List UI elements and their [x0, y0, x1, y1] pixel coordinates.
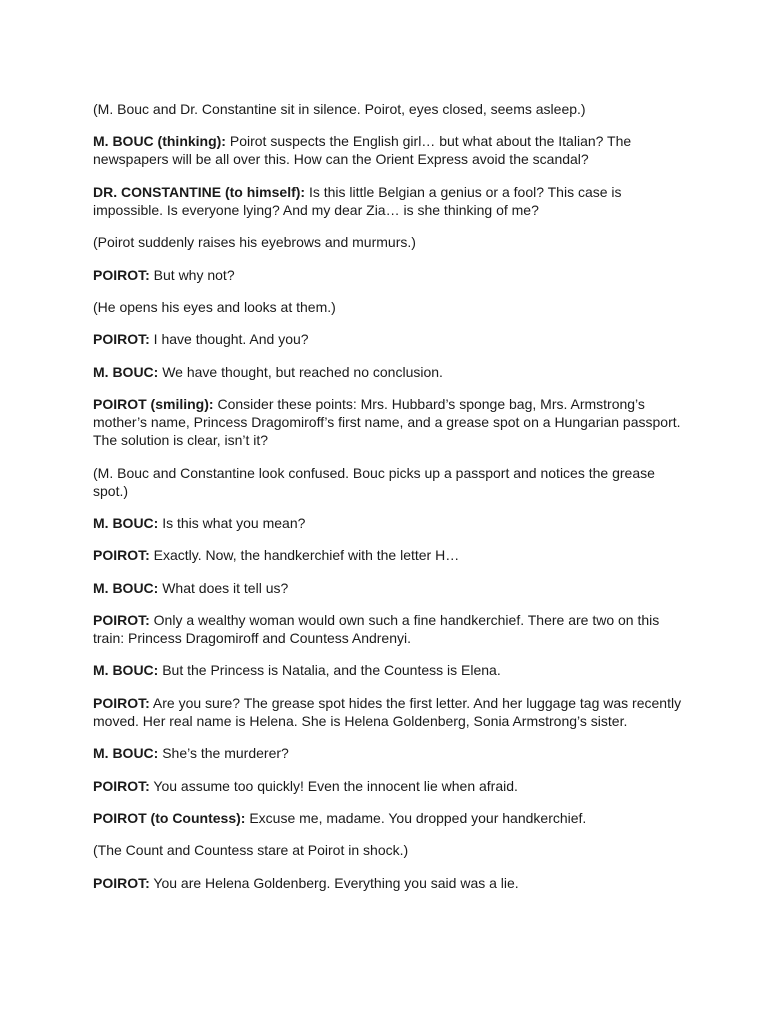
dialogue-text: I have thought. And you? [153, 331, 309, 348]
dialogue-line [93, 183, 683, 219]
dialogue-text: But why not? [153, 266, 235, 283]
dialogue-text: Only a wealthy woman would own such a fine handkerchief. There are two on this train: Princess Dragomiroff and Countess Andrenyi. [93, 612, 660, 647]
speaker-name: M. BOUC: [93, 662, 159, 679]
document-page [93, 100, 683, 906]
speaker-name: DR. CONSTANTINE (to himself): [93, 183, 306, 200]
speaker-name: POIROT: [93, 777, 150, 794]
dialogue-text: Exactly. Now, the handkerchief with the letter H… [153, 547, 460, 564]
dialogue-text: She’s the murderer? [162, 745, 289, 762]
speaker-name: M. BOUC: [93, 745, 159, 762]
dialogue-line [93, 874, 683, 892]
dialogue-text: What does it tell us? [162, 579, 289, 596]
speaker-name: POIROT: [93, 266, 150, 283]
dialogue-line [93, 395, 683, 449]
speaker-name: POIROT (smiling): [93, 396, 214, 413]
stage-direction [93, 841, 683, 859]
speaker-name: M. BOUC: [93, 579, 159, 596]
direction-text: (He opens his eyes and looks at them.) [93, 298, 336, 315]
direction-text: (M. Bouc and Dr. Constantine sit in silence. Poirot, eyes closed, seems asleep.) [93, 101, 586, 117]
speaker-name: POIROT: [93, 694, 150, 711]
direction-text: (M. Bouc and Constantine look confused. Bouc picks up a passport and notices the grease spot.) [93, 464, 655, 499]
dialogue-text: But the Princess is Natalia, and the Countess is Elena. [162, 662, 501, 679]
dialogue-text: Is this little Belgian a genius or a fool? This case is impossible. Is everyone lying? And my dear Zia… is she thinking of me? [93, 183, 622, 218]
speaker-name: POIROT: [93, 331, 150, 348]
dialogue-line [93, 330, 683, 348]
dialogue-line [93, 611, 683, 647]
dialogue-line [93, 546, 683, 564]
dialogue-line [93, 777, 683, 795]
speaker-name: M. BOUC: [93, 363, 159, 380]
stage-direction [93, 100, 683, 118]
dialogue-line [93, 579, 683, 597]
speaker-name: POIROT: [93, 547, 150, 564]
stage-direction [93, 464, 683, 500]
direction-text: (Poirot suddenly raises his eyebrows and murmurs.) [93, 234, 416, 251]
speaker-name: M. BOUC (thinking): [93, 133, 226, 150]
speaker-name: POIROT: [93, 612, 150, 629]
dialogue-line [93, 132, 683, 168]
dialogue-line [93, 514, 683, 532]
speaker-name: POIROT: [93, 874, 150, 891]
dialogue-line [93, 363, 683, 381]
dialogue-text: Poirot suspects the English girl… but what about the Italian? The newspapers will be all over this. How can the Orient Express avoid the scandal? [93, 133, 632, 168]
dialogue-line [93, 809, 683, 827]
dialogue-line [93, 661, 683, 679]
dialogue-line [93, 694, 683, 730]
dialogue-text: Consider these points: Mrs. Hubbard’s sponge bag, Mrs. Armstrong’s mother’s name, Princess Dragomiroff’s first name, and a grease spot on a Hungarian passport. The solution is clear, isn’t it? [93, 396, 681, 449]
speaker-name: M. BOUC: [93, 514, 159, 531]
dialogue-line [93, 744, 683, 762]
speaker-name: POIROT (to Countess): [93, 810, 246, 827]
dialogue-text: You are Helena Goldenberg. Everything you said was a lie. [153, 874, 519, 891]
dialogue-text: Excuse me, madame. You dropped your handkerchief. [249, 810, 587, 827]
dialogue-line [93, 266, 683, 284]
dialogue-text: Is this what you mean? [162, 514, 306, 531]
stage-direction [93, 233, 683, 251]
dialogue-text: You assume too quickly! Even the innocent lie when afraid. [153, 777, 518, 794]
stage-direction [93, 298, 683, 316]
dialogue-text: We have thought, but reached no conclusion. [162, 363, 443, 380]
direction-text: (The Count and Countess stare at Poirot in shock.) [93, 842, 409, 859]
dialogue-text: Are you sure? The grease spot hides the first letter. And her luggage tag was recently moved. Her real name is Helena. She is Helena Goldenberg, Sonia Armstrong’s sister. [93, 694, 682, 729]
